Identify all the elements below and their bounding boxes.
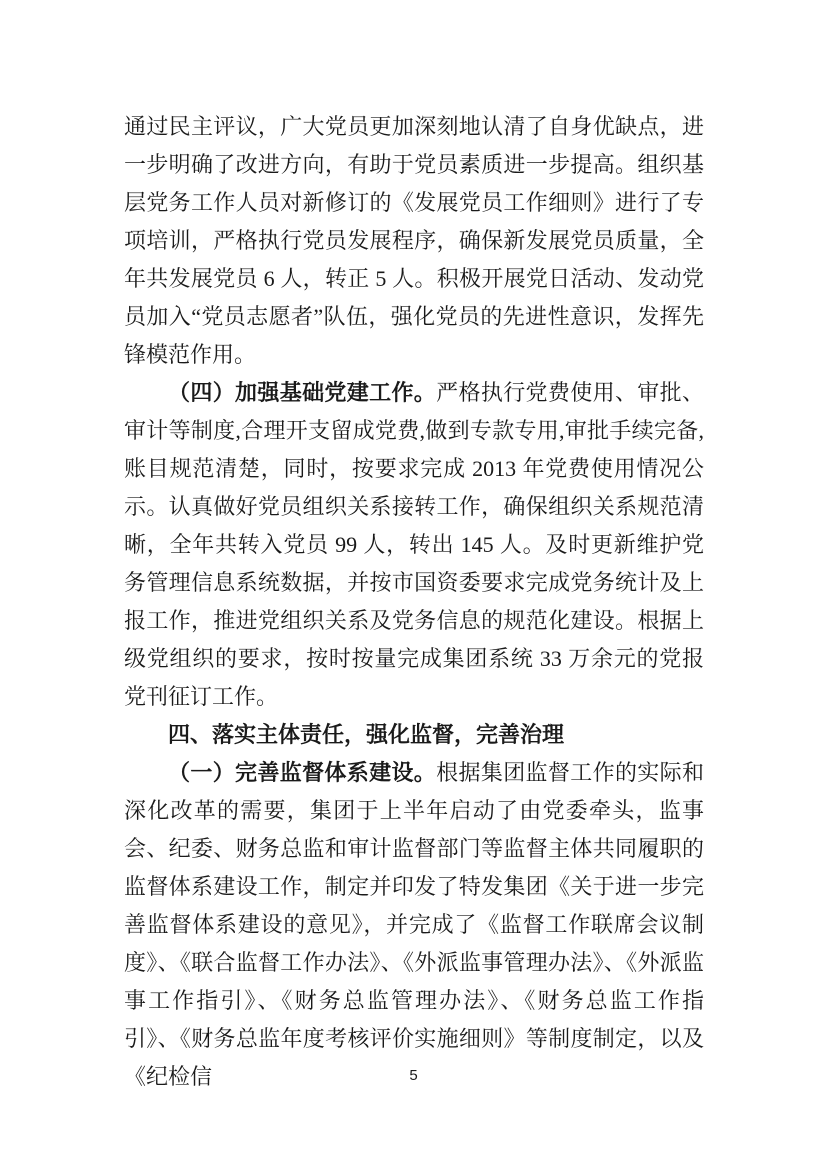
paragraph-continuation: 通过民主评议，广大党员更加深刻地认清了自身优缺点，进一步明确了改进方向，有助于党员素质进一步提高。组织基层党务工作人员对新修订的《发展党员工作细则》进行了专项培训，严格执行党员发展程序，确保新发展党员质量，全年共发展党员 6 人，转正 5 人。积极开展党日活动、发动党员加入“党员志愿者”队伍，强化党员的先进性意识，发挥先锋模范作用。 (124, 114, 704, 367)
paragraph-subsection-one (124, 754, 704, 1096)
paragraph-subsection-one-body: 根据集团监督工作的实际和深化改革的需要，集团于上半年启动了由党委牵头，监事会、纪委、财务总监和审计监督部门等监督主体共同履职的监督体系建设工作，制定并印发了特发集团《关于进一步完善监督体系建设的意见》，并完成了《监督工作联席会议制度》、《联合监督工作办法》、《外派监事管理办法》、《外派监事工作指引》、《财务总监管理办法》、《财务总监工作指引》、《财务总监年度考核评价实施细则》等制度制定，以及《纪检信 (124, 760, 704, 1089)
paragraph-section-four (124, 374, 704, 716)
paragraph-section-four-body: 严格执行党费使用、审批、审计等制度,合理开支留成党费,做到专款专用,审批手续完备,账目规范清楚，同时，按要求完成 2013 年党费使用情况公示。认真做好党员组织关系接转工作，确保组织关系规范清晰，全年共转入党员 99 人，转出 145 人。及时更新维护党务管理信息系统数据，并按市国资委要求完成党务统计及上报工作，推进党组织关系及党务信息的规范化建设。根据上级党组织的要求，按时按量完成集团系统 33 万余元的党报党刊征订工作。 (124, 380, 704, 709)
paragraph-section-four-lead: （四）加强基础党建工作。 (168, 380, 437, 405)
page-number: 5 (409, 1067, 418, 1084)
heading-part-four: 四、落实主体责任，强化监督，完善治理 (168, 722, 565, 747)
paragraph-subsection-one-lead: （一）完善监督体系建设。 (168, 760, 437, 785)
document-body (124, 108, 704, 1096)
page-footer (0, 1066, 827, 1086)
